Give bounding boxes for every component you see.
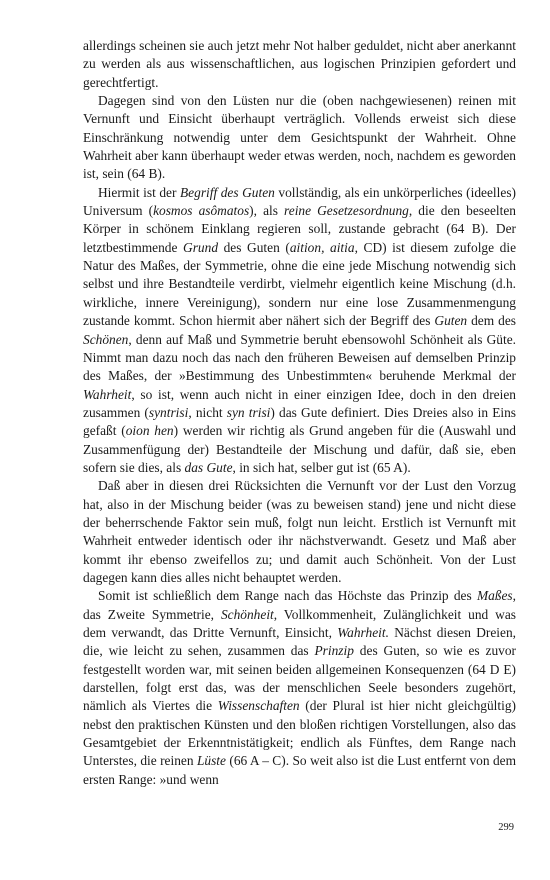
- page-number: 299: [498, 822, 514, 833]
- italic-run: syn trisi: [226, 404, 271, 420]
- paragraph: Hiermit ist der Begriff des Guten vollständig, als ein unkörperliches (ideelles) Universum (kosmos asômatos), als reine Gesetzesordnung, die den beseelten Körper in schönem Einklang regieren soll, zustande gebracht (64 B). Der letztbestimmende Grund des Guten (aition, aitia, CD) ist diesem zufolge die Natur des Maßes, der Symmetrie, ohne die eine jede Mischung notwendig sich selbst und ihre Bestandteile verdirbt, vielmehr eigentlich keine Mischung (d.h. wirkliche, innere Vereinigung), sondern nur eine lose Zusammenmengung zustande kommt. Schon hiermit aber nähert sich der Begriff des Guten dem des Schönen, denn auf Maß und Symmetrie beruht ebensowohl Schönheit als Güte. Nimmt man dazu noch das nach den früheren Beweisen auf demselben Prinzip des Maßes, der »Bestimmung des Unbestimmten« beruhende Merkmal der Wahrheit, so ist, wenn auch nicht in einer einzigen Idee, doch in den dreien zusammen (syntrisi, nicht syn trisi) das Gute definiert. Dies Dreies also in Eins gefaßt (oion hen) werden wir richtig als Grund angeben für die (Auswahl und Zusammenfügung der) Bestandteile der Mischung und dafür, daß sie, eben sofern sie dies, als das Gute, in sich hat, selber gut ist (65 A).: [83, 184, 517, 475]
- italic-run: syntrisi: [148, 404, 189, 420]
- italic-run: Begriff des Guten: [180, 184, 275, 200]
- italic-run: oion hen: [125, 423, 174, 439]
- italic-run: aition, aitia: [289, 239, 355, 255]
- italic-run: Wahrheit: [83, 386, 132, 402]
- italic-run: Schönen: [83, 331, 129, 347]
- italic-run: Schönheit: [220, 606, 274, 622]
- italic-run: Wahrheit.: [337, 625, 389, 640]
- italic-run: Grund: [183, 239, 219, 255]
- italic-run: Lüste: [196, 753, 226, 769]
- body-text: [83, 37, 516, 789]
- italic-run: kosmos asômatos: [153, 203, 250, 219]
- italic-run: das Gute: [184, 459, 233, 475]
- italic-run: Wissenschaften: [217, 698, 300, 714]
- paragraph: Daß aber in diesen drei Rücksichten die Vernunft vor der Lust den Vorzug hat, also in der Mischung beider (was zu beweisen stand) jene und nicht diese der beherrschende Faktor sein muß, folgt nun leicht. Erstlich ist Vernunft mit Wahrheit entweder identisch oder ihr nächstverwandt. Gesetz und Maß aber kommt ihr ebenso zweifellos zu; und damit auch Schönheit. Von der Lust dagegen kann dies alles nicht behauptet werden.: [83, 478, 516, 585]
- italic-run: Guten: [434, 313, 468, 329]
- italic-run: Maßes: [476, 588, 513, 604]
- paragraph: allerdings scheinen sie auch jetzt mehr Not halber geduldet, nicht aber anerkannt zu werden als aus wissenschaftlichen, aus logischen Prinzipien gefordert und gerechtfertigt.: [83, 38, 516, 90]
- italic-run: reine Gesetzesordnung: [284, 203, 409, 219]
- paragraph: Somit ist schließlich dem Range nach das Höchste das Prinzip des Maßes, das Zweite Symmetrie, Schönheit, Vollkommenheit, Zulänglichkeit und was dem verwandt, das Dritte Vernunft, Einsicht, Wahrheit. Nächst diesen Dreien, die, wie leicht zu sehen, zusammen das Prinzip des Guten, so wie es zuvor festgestellt worden war, mit seinen beiden allgemeinen Konsequenzen (64 D E) darstellen, folgt erst das, was der menschlichen Seele besonders zugehört, nämlich als Viertes die Wissenschaften (der Plural ist hier nicht gleichgültig) nebst den praktischen Künsten und den bloßen richtigen Vorstellungen, also das Gesamtgebiet der Erkenntnistätigkeit; endlich als Fünftes, dem Range nach Unterstes, die reinen Lüste (66 A – C). So weit also ist die Lust entfernt von dem ersten Range: »und wenn: [83, 588, 516, 787]
- italic-run: Prinzip: [314, 643, 354, 659]
- paragraph: Dagegen sind von den Lüsten nur die (oben nachgewiesenen) reinen mit Vernunft und Einsicht überhaupt verträglich. Vollends erweist sich diese Einschränkung notwendig unter dem Gesichtspunkt der Wahrheit. Ohne Wahrheit aber kann überhaupt weder etwas werden, noch, nachdem es geworden ist, sein (64 B).: [83, 93, 516, 182]
